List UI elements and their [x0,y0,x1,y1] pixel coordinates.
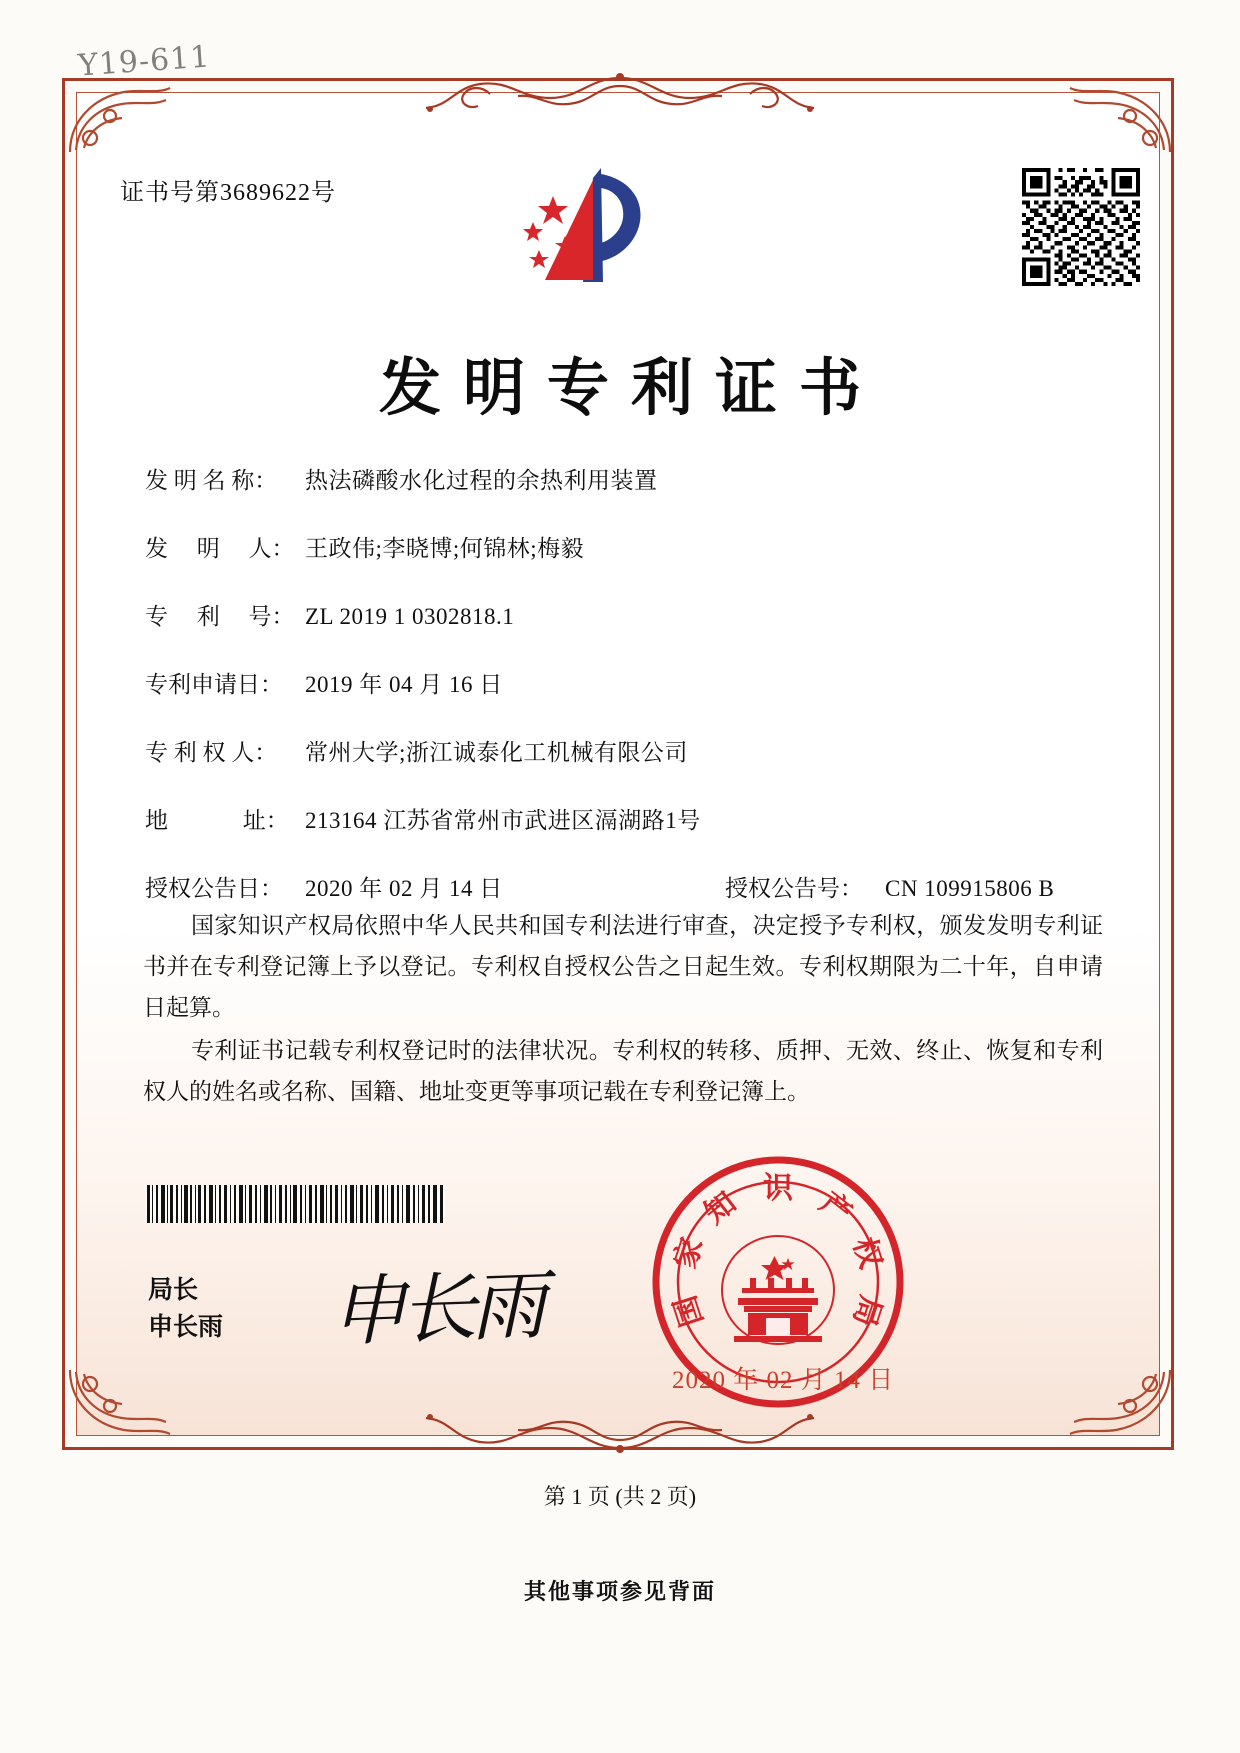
seal-date: 2020 年 02 月 14 日 [672,1367,895,1394]
pencil-annotation: Y19-611 [76,39,212,84]
cnipa-logo-icon [505,160,665,310]
field-value: ZL 2019 1 0302818.1 [305,604,515,629]
field-application-date [145,666,1095,699]
qr-code [1022,168,1140,286]
field-patent-number [145,598,1095,631]
field-value: 热法磷酸水化过程的余热利用装置 [305,468,658,493]
signature-block [148,1272,223,1346]
field-value: 2019 年 04 月 16 日 [305,672,503,697]
certificate-number: 证书号第3689622号 [120,180,336,206]
field-value: 213164 江苏省常州市武进区滆湖路1号 [305,808,701,833]
svg-text:识: 识 [763,1171,793,1206]
handwritten-signature: 申长雨 [328,1260,542,1357]
legal-text [143,905,1103,1114]
field-value-grant-date: 2020 年 02 月 14 日 [305,876,503,901]
field-label: 专利申请日： [145,672,283,697]
certificate-fields [145,462,1095,938]
field-address [145,802,1095,835]
field-patentee [145,734,1095,767]
svg-text:局: 局 [845,1291,889,1331]
page-title: 发明专利证书 [378,351,883,424]
field-label-grant-date: 授权公告日： [145,876,283,901]
field-label: 发 明 人： [145,536,295,561]
svg-text:家: 家 [667,1233,711,1273]
field-label: 专 利 号： [145,604,295,629]
footer-note: 其他事项参见背面 [523,1579,716,1604]
legal-paragraph-2: 专利证书记载专利权登记时的法律状况。专利权的转移、质押、无效、终止、恢复和专利权人的姓名或名称、国籍、地址变更等事项记载在专利登记簿上。 [143,1038,1103,1104]
top-flourish-ornament [370,72,870,128]
field-value: 王政伟;李晓博;何锦林;梅毅 [305,536,585,561]
field-label: 发 明 名 称： [145,468,278,493]
legal-paragraph-1: 国家知识产权局依照中华人民共和国专利法进行审查，决定授予专利权，颁发发明专利证书并在专利登记簿上予以登记。专利权自授权公告之日起生效。专利权期限为二十年，自申请日起算。 [143,913,1103,1020]
page-number: 第 1 页 (共 2 页) [543,1484,697,1509]
field-label-grant-number: 授权公告号： [725,876,863,901]
svg-text:产: 产 [812,1185,859,1232]
barcode [145,1185,445,1223]
field-inventors [145,530,1095,563]
director-name: 申长雨 [148,1314,224,1341]
svg-text:知: 知 [697,1185,744,1232]
field-value-grant-number: CN 109915806 B [885,876,1055,901]
field-label: 专 利 权 人： [145,740,278,765]
svg-text:权: 权 [845,1233,889,1273]
director-role: 局长 [148,1277,199,1304]
field-grant-announcement [145,870,1095,903]
field-invention-name [145,462,1095,495]
field-value: 常州大学;浙江诚泰化工机械有限公司 [305,740,688,765]
svg-text:国: 国 [667,1291,711,1331]
field-label: 地 址： [145,808,289,833]
